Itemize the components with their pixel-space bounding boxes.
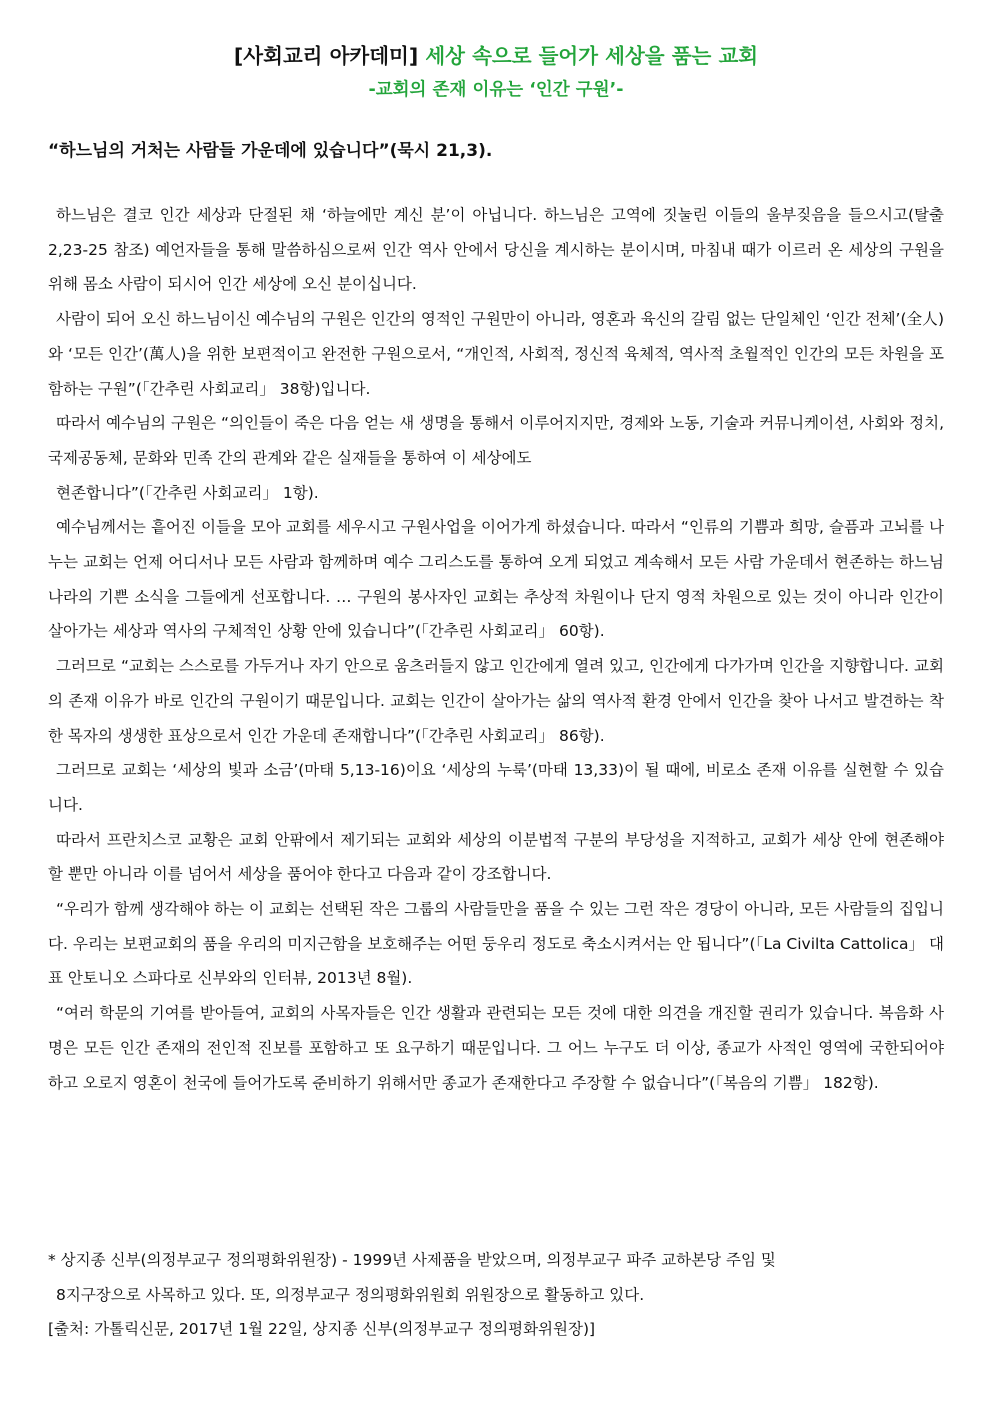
source-citation: [출처: 가톨릭신문, 2017년 1월 22일, 상지종 신부(의정부교구 정의평화위원장)] — [48, 1320, 596, 1339]
opening-quote: “하느님의 거처는 사람들 가운데에 있습니다”(묵시 21,3). — [48, 141, 493, 161]
paragraph: 사람이 되어 오신 하느님이신 예수님의 구원은 인간의 영적인 구원만이 아니라, 영혼과 육신의 갈림 없는 단일체인 ‘인간 전체’(全人)와 ‘모든 인간’(萬人)을 위한 보편적이고 완전한 구원으로서, “개인적, 사회적, 정신적 육체적, 역사적 초월적인 인간의 모든 차원을 포함하는 구원”(「간추린 사회교리」 38항)입니다. — [48, 310, 944, 398]
author-note: * 상지종 신부(의정부교구 정의평화위원장) - 1999년 사제품을 받았으며, 의정부교구 파주 교하본당 주임 및 — [48, 1251, 776, 1269]
paragraph: 따라서 프란치스코 교황은 교회 안팎에서 제기되는 교회와 세상의 이분법적 구분의 부당성을 지적하고, 교회가 세상 안에 현존해야 할 뿐만 아니라 이를 넘어서 세상을 품어야 한다고 다음과 같이 강조합니다. — [48, 830, 944, 884]
title-category: [사회교리 아카데미] — [233, 44, 426, 68]
paragraph: 그러므로 “교회는 스스로를 가두거나 자기 안으로 움츠러들지 않고 인간에게 열려 있고, 인간에게 다가가며 인간을 지향합니다. 교회의 존재 이유가 바로 인간의 구원이기 때문입니다. 교회는 인간이 살아가는 삶의 역사적 환경 안에서 인간을 찾아 나서고 발견하는 착한 목자의 생생한 표상으로서 인간 가운데 존재합니다”(「간추린 사회교리」 86항). — [48, 657, 944, 745]
article-title — [0, 40, 992, 72]
title-main: 세상 속으로 들어가 세상을 품는 교회 — [425, 44, 759, 68]
quote-paragraph: “여러 학문의 기여를 받아들여, 교회의 사목자들은 인간 생활과 관련되는 모든 것에 대한 의견을 개진할 권리가 있습니다. 복음화 사명은 모든 인간 존재의 전인적 진보를 포함하고 또 요구하기 때문입니다. 그 어느 누구도 더 이상, 종교가 사적인 영역에 국한되어야 하고 오로지 영혼이 천국에 들어가도록 준비하기 위해서만 종교가 존재한다고 주장할 수 없습니다”(「복음의 기쁨」 182항). — [48, 1004, 944, 1092]
article-footer — [48, 1243, 944, 1347]
paragraph: 하느님은 결코 인간 세상과 단절된 채 ‘하늘에만 계신 분’이 아닙니다. 하느님은 고역에 짓눌린 이들의 울부짖음을 들으시고(탈출 2,23-25 참조) 예언자들을 통해 말씀하심으로써 인간 역사 안에서 당신을 계시하는 분이시며, 마침내 때가 이르러 온 세상의 구원을 위해 몸소 사람이 되시어 인간 세상에 오신 분이십니다. — [48, 206, 944, 294]
quote-paragraph: “우리가 함께 생각해야 하는 이 교회는 선택된 작은 그룹의 사람들만을 품을 수 있는 그런 작은 경당이 아니라, 모든 사람들의 집입니다. 우리는 보편교회의 품을 우리의 미지근함을 보호해주는 어떤 둥우리 정도로 축소시켜서는 안 됩니다”(「La Civilta Cattolica」 대표 안토니오 스파다로 신부와의 인터뷰, 2013년 8월). — [48, 900, 944, 988]
paragraph: 예수님께서는 흩어진 이들을 모아 교회를 세우시고 구원사업을 이어가게 하셨습니다. 따라서 “인류의 기쁨과 희망, 슬픔과 고뇌를 나누는 교회는 언제 어디서나 모든 사람과 함께하며 예수 그리스도를 통하여 오게 되었고 계속해서 모든 사람 가운데서 현존하는 하느님 나라의 기쁜 소식을 그들에게 선포합니다. … 구원의 봉사자인 교회는 추상적 차원이나 단지 영적 차원으로 있는 것이 아니라 인간이 살아가는 세상과 역사의 구체적인 상황 안에 있습니다”(「간추린 사회교리」 60항). — [48, 518, 944, 641]
paragraph-continuation: 현존합니다”(「간추린 사회교리」 1항). — [56, 483, 319, 502]
article-body — [48, 198, 944, 1100]
paragraph: 그러므로 교회는 ‘세상의 빛과 소금’(마태 5,13-16)이요 ‘세상의 누룩’(마태 13,33)이 될 때에, 비로소 존재 이유를 실현할 수 있습니다. — [48, 761, 944, 814]
article-subtitle: -교회의 존재 이유는 ‘인간 구원’- — [368, 80, 624, 100]
author-note-continuation: 8지구장으로 사목하고 있다. 또, 의정부교구 정의평화위원회 위원장으로 활동하고 있다. — [56, 1285, 645, 1304]
paragraph: 따라서 예수님의 구원은 “의인들이 죽은 다음 얻는 새 생명을 통해서 이루어지지만, 경제와 노동, 기술과 커뮤니케이션, 사회와 정치, 국제공동체, 문화와 민족 간의 관계와 같은 실재들을 통하여 이 세상에도 — [48, 414, 944, 467]
